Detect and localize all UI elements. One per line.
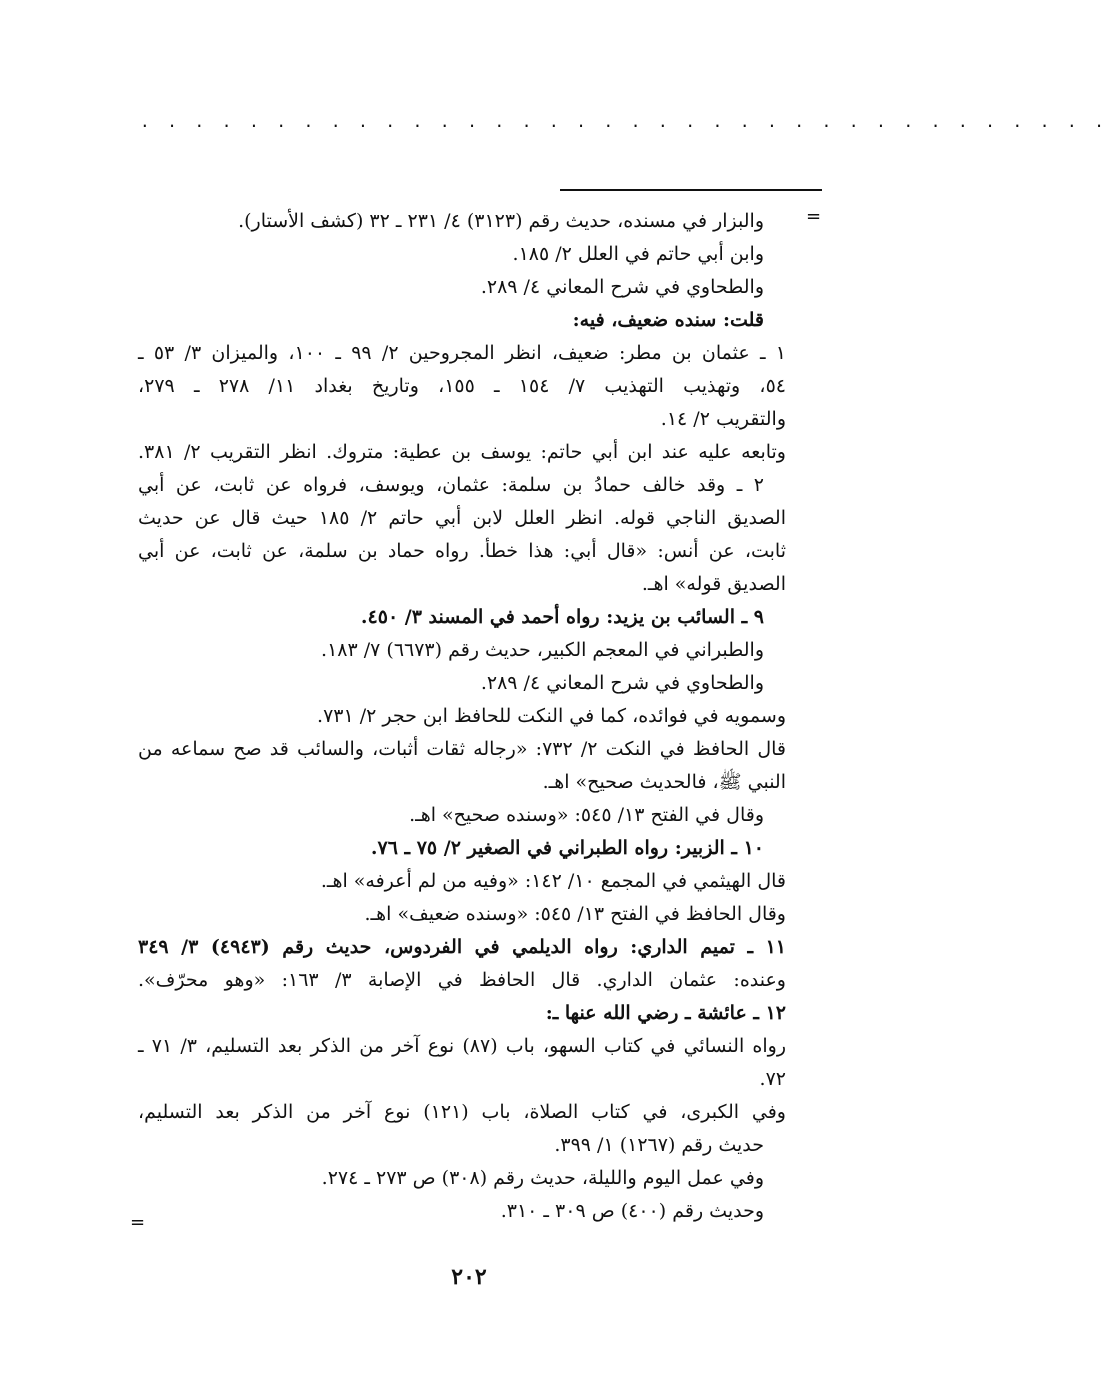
text-line: وقال في الفتح ١٣/ ٥٤٥: «وسنده صحيح» اهـ.: [409, 804, 764, 826]
text-line: رواه النسائي في كتاب السهو، باب (٨٧) نوع آخر من الذكر بعد التسليم، ٣/ ٧١ ـ: [138, 1035, 786, 1057]
footnote-text: [138, 205, 786, 1228]
text-line: والطحاوي في شرح المعاني ٤/ ٢٨٩.: [480, 276, 764, 298]
dotted-separator: . . . . . . . . . . . . . . . . . . . . . . . . . . . . . . . . . . . .: [140, 112, 1108, 131]
text-line: ٩ ـ السائب بن يزيد: رواه أحمد في المسند ٣/ ٤٥٠.: [360, 606, 764, 628]
text-line: وتابعه عليه عند ابن أبي حاتم: يوسف بن عطية: متروك. انظر التقريب ٢/ ٣٨١.: [138, 441, 786, 463]
footnote-rule: [560, 189, 822, 191]
text-line: ثابت، عن أنس: «قال أبي: هذا خطأ. رواه حماد بن سلمة، عن ثابت، عن أبي: [138, 540, 786, 562]
text-line: قال الهيثمي في المجمع ١٠/ ١٤٢: «وفيه من لم أعرفه» اهـ.: [320, 870, 786, 892]
text-line: ٢ ـ وقد خالف حمادُ بن سلمة: عثمان، ويوسف، فرواه عن ثابت، عن أبي: [138, 474, 764, 496]
text-line: وفي عمل اليوم والليلة، حديث رقم (٣٠٨) ص ٢٧٣ ـ ٢٧٤.: [321, 1167, 764, 1189]
text-line: ١١ ـ تميم الداري: رواه الديلمي في الفردوس، حديث رقم (٤٩٤٣) ٣/ ٣٤٩: [138, 936, 787, 958]
text-line: وحديث رقم (٤٠٠) ص ٣٠٩ ـ ٣١٠.: [500, 1200, 764, 1222]
text-line: وقال الحافظ في الفتح ١٣/ ٥٤٥: «وسنده ضعيف» اهـ.: [364, 903, 786, 925]
text-line: والطبراني في المعجم الكبير، حديث رقم (٦٦٧٣) ٧/ ١٨٣.: [321, 639, 764, 661]
text-line: والتقريب ٢/ ١٤.: [660, 408, 786, 430]
text-line: قال الحافظ في النكت ٢/ ٧٣٢: «رجاله ثقات أثبات، والسائب قد صح سماعه من: [138, 738, 786, 760]
text-line: وسمويه في فوائده، كما في النكت للحافظ ابن حجر ٢/ ٧٣١.: [317, 705, 786, 727]
continuation-mark-top: =: [806, 206, 822, 227]
text-line: ١٢ ـ عائشة ـ رضي الله عنها ـ:: [545, 1002, 786, 1024]
text-line: الصديق الناجي قوله. انظر العلل لابن أبي حاتم ٢/ ١٨٥ حيث قال عن حديث: [138, 507, 787, 529]
text-line: وابن أبي حاتم في العلل ٢/ ١٨٥.: [512, 243, 764, 265]
text-line: ١٠ ـ الزبير: رواه الطبراني في الصغير ٢/ ٧٥ ـ ٧٦.: [370, 837, 764, 859]
page-number: ٢٠٢: [451, 1264, 487, 1290]
text-line: وعنده: عثمان الداري. قال الحافظ في الإصابة ٣/ ١٦٣: «وهو محرّف».: [138, 969, 786, 991]
text-line: ٧٢.: [759, 1068, 786, 1090]
text-line: النبي ﷺ، فالحديث صحيح» اهـ.: [542, 771, 786, 793]
text-line: الصديق قوله» اهـ.: [641, 573, 786, 595]
continuation-mark-bottom: =: [130, 1212, 146, 1233]
text-line: وفي الكبرى، في كتاب الصلاة، باب (١٢١) نوع آخر من الذكر بعد التسليم،: [138, 1101, 786, 1123]
text-line: حديث رقم (١٢٦٧) ١/ ٣٩٩.: [554, 1134, 764, 1156]
text-line: والطحاوي في شرح المعاني ٤/ ٢٨٩.: [480, 672, 764, 694]
text-line: ١ ـ عثمان بن مطر: ضعيف، انظر المجروحين ٢/ ٩٩ ـ ١٠٠، والميزان ٣/ ٥٣ ـ: [138, 342, 786, 364]
text-line: قلت: سنده ضعيف، فيه:: [572, 309, 764, 331]
text-line: ٥٤، وتهذيب التهذيب ٧/ ١٥٤ ـ ١٥٥، وتاريخ بغداد ١١/ ٢٧٨ ـ ٢٧٩،: [138, 375, 786, 397]
text-line: والبزار في مسنده، حديث رقم (٣١٢٣) ٤/ ٢٣١ ـ ٣٢ (كشف الأستار).: [238, 210, 764, 232]
